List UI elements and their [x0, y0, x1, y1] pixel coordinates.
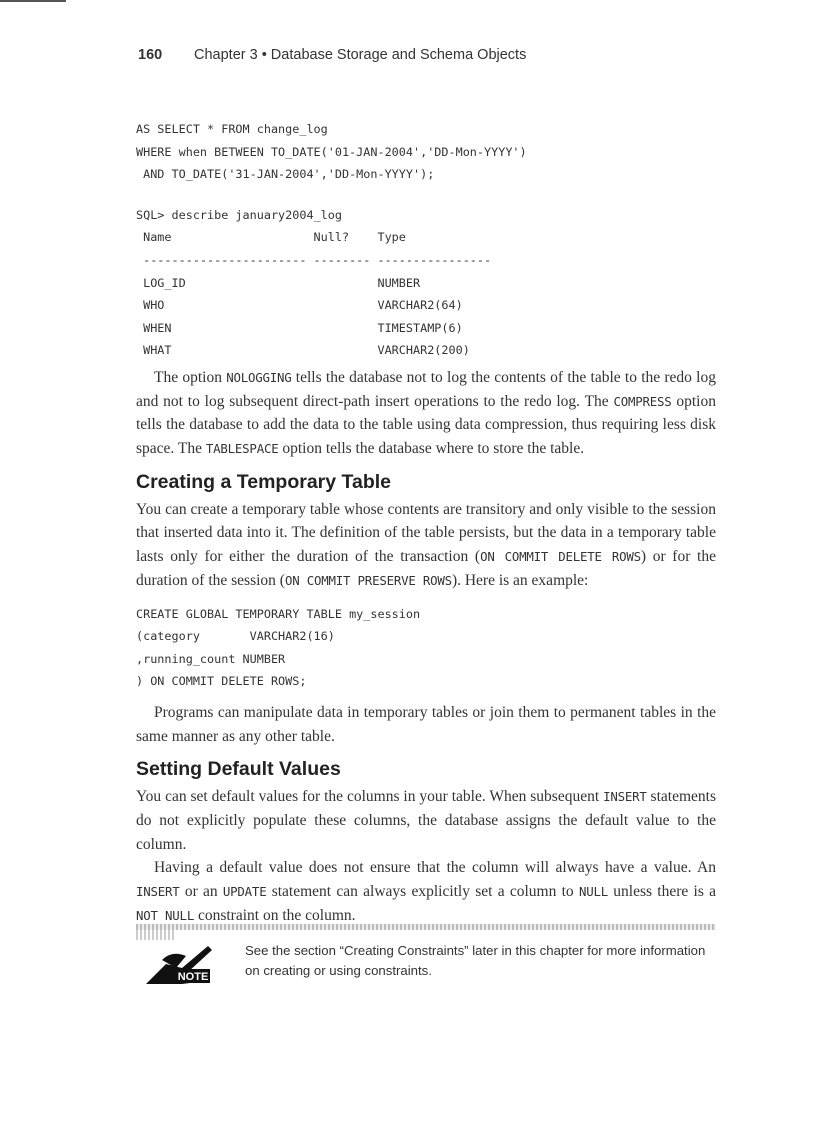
paragraph-temporary-table: You can create a temporary table whose contents are transitory and only visible to the session that inserted data into it. The definition of the table persists, but the data in a temporary table lasts only for either the duration of the transaction (ON COMMIT DELETE ROWS) or for the duration of the session (ON COMMIT PRESERVE ROWS). Here is an example: — [136, 500, 716, 589]
code-term: ON COMMIT DELETE ROWS — [480, 549, 641, 565]
code-term: COMPRESS — [613, 393, 672, 409]
note-text: See the section “Creating Constraints” later in this chapter for more information on creating or using constraints. — [245, 943, 706, 978]
note-icon — [142, 938, 212, 988]
paragraph-programs: Programs can manipulate data in temporary tables or join them to permanent tables in the same manner as any other table. — [136, 703, 716, 745]
paragraph-default-values: You can set default values for the columns in your table. When subsequent INSERT statements do not explicitly populate these columns, the database assigns the default value to the column. — [136, 788, 716, 853]
paragraph-options: The option NOLOGGING tells the database not to log the contents of the table to the redo log and not to log subsequent direct-path insert operations to the redo log. The COMPRESS option tells the database to add the data to the table using data compression, thus requiring less disk space. The TABLESPACE option tells the database where to store the table. — [136, 368, 716, 458]
code-block-create-temp: CREATE GLOBAL TEMPORARY TABLE my_session (category VARCHAR2(16) ,running_count NUMBER ) ON COMMIT DELETE ROWS; — [136, 606, 421, 689]
corner-rule — [0, 0, 66, 2]
note-box — [136, 924, 716, 996]
code-term: NOT NULL — [136, 907, 195, 923]
page-content — [136, 118, 716, 928]
code-block-select: AS SELECT * FROM change_log WHERE when BETWEEN TO_DATE('01-JAN-2004','DD-Mon-YYYY') AND TO_DATE('31-JAN-2004','DD-Mon-YYYY'); — [136, 122, 527, 182]
code-term: ON COMMIT PRESERVE ROWS — [284, 572, 452, 588]
note-divider — [136, 924, 716, 930]
running-header — [138, 47, 526, 63]
code-term: TABLESPACE — [205, 441, 279, 457]
running-title: Chapter 3 • Database Storage and Schema Objects — [194, 47, 527, 63]
code-term: INSERT — [136, 884, 180, 900]
heading-temporary-table: Creating a Temporary Table — [136, 470, 392, 493]
page-number: 160 — [138, 47, 163, 63]
code-term: NOLOGGING — [226, 369, 292, 385]
code-block-describe: SQL> describe january2004_log Name Null? Type ----------------------- -------- ---------------- LOG_ID NUMBER WHO VARCHAR2(64) WHEN TIMESTAMP(6) WHAT VARCHAR2(200) — [136, 207, 492, 358]
paragraph-default-caveat: Having a default value does not ensure that the column will always have a value. An INSERT or an UPDATE statement can always explicitly set a column to NULL unless there is a NOT NULL constraint on the column. — [136, 859, 716, 924]
note-icon-label: NOTE — [177, 971, 209, 983]
heading-default-values: Setting Default Values — [136, 758, 341, 781]
code-term: UPDATE — [222, 884, 267, 900]
code-term: INSERT — [603, 789, 647, 805]
code-term: NULL — [578, 884, 608, 900]
